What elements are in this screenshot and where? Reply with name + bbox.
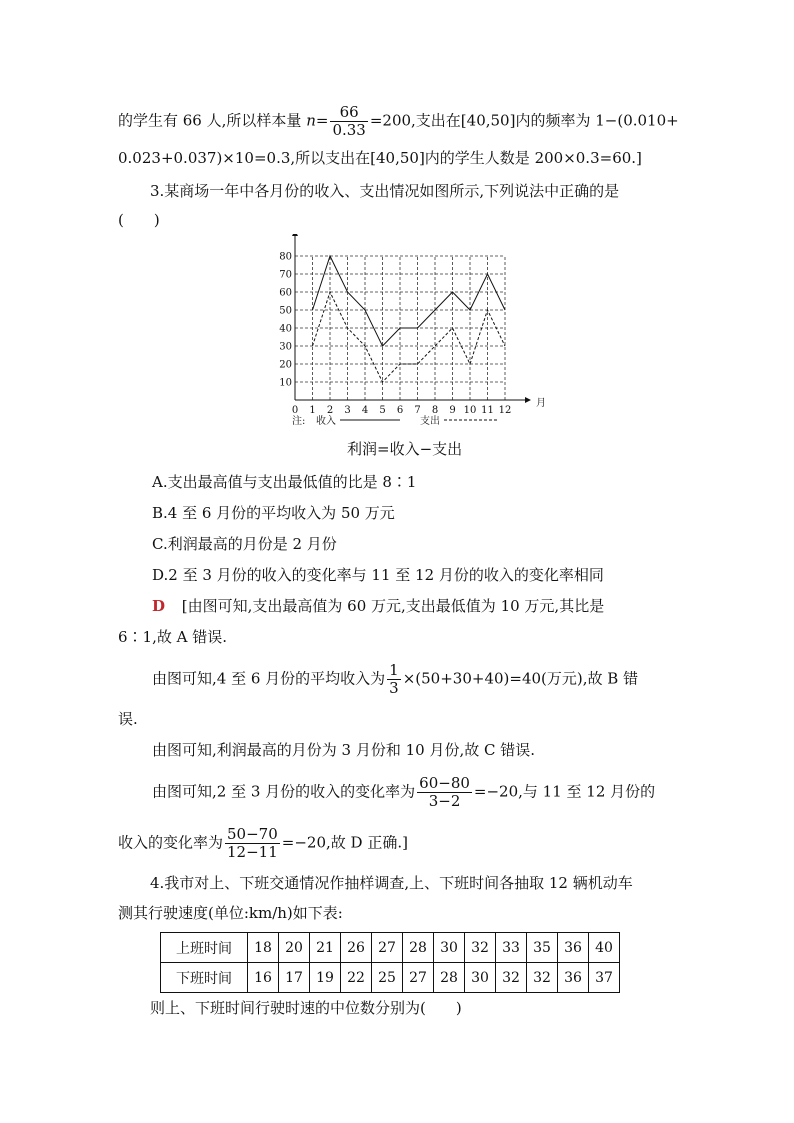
fraction: $\frac{1}{3}$ (389, 661, 399, 697)
variable-n: n (306, 111, 316, 130)
table-cell: 16 (248, 963, 279, 993)
option-a: A.支出最高值与支出最低值的比是 8∶1 (152, 473, 417, 491)
x-axis-label: 月 (536, 398, 546, 409)
x-tick-label: 6 (396, 405, 404, 416)
x-tick-label: 7 (414, 405, 421, 416)
table-cell: 36 (558, 963, 589, 993)
y-tick-label: 30 (279, 341, 292, 353)
y-tick-label: 80 (279, 251, 292, 263)
prev-line-2: 0.023+0.037)×10=0.3,所以支出在[40,50]内的学生人数是 200×0.3=60.] (118, 149, 642, 167)
solution-line-5: 由图可知,利润最高的月份为 3 月份和 10 月份,故 C 错误. (152, 741, 536, 759)
q3-answer-parens: ( ) (118, 211, 160, 229)
income-line (313, 256, 506, 346)
table-cell: 30 (465, 963, 496, 993)
x-tick-label: 12 (498, 405, 512, 416)
expense-line (313, 292, 506, 382)
x-tick-label: 9 (449, 405, 456, 416)
table-cell: 28 (403, 933, 434, 963)
table-cell: 17 (279, 963, 310, 993)
x-tick-label: 0 (291, 405, 299, 416)
x-tick-label: 1 (309, 405, 316, 416)
x-tick-label: 5 (379, 405, 386, 416)
answer-letter: D (152, 597, 166, 615)
table-cell: 33 (496, 933, 527, 963)
x-tick-label: 11 (481, 405, 494, 416)
y-tick-label: 10 (279, 377, 292, 389)
x-tick-label: 10 (463, 405, 477, 416)
fraction: $\frac{50-70}{12-11}$ (227, 825, 278, 861)
x-tick-label: 3 (344, 405, 351, 416)
x-axis-arrow (525, 397, 531, 403)
option-b: B.4 至 6 月份的平均收入为 50 万元 (152, 504, 395, 522)
prev-line-1: 的学生有 66 人,所以样本量 n= $\frac{66}{0.33}$ =200,支出在[40,50]内的频率为 1−(0.010+ (118, 103, 679, 139)
table-cell: 22 (341, 963, 372, 993)
y-tick-label: 60 (279, 287, 292, 299)
table-cell: 20 (279, 933, 310, 963)
solution-line-1: D [由图可知,支出最高值为 60 万元,支出最低值为 10 万元,其比是 (152, 597, 605, 615)
y-axis-arrow (292, 234, 298, 236)
table-cell: 26 (341, 933, 372, 963)
table-cell: 32 (465, 933, 496, 963)
table-cell: 19 (310, 963, 341, 993)
table-cell: 35 (527, 933, 558, 963)
y-tick-label: 40 (279, 323, 292, 335)
table-cell: 32 (496, 963, 527, 993)
chart-ticks (279, 252, 511, 417)
table-row (161, 933, 620, 963)
y-tick-label: 20 (279, 359, 292, 371)
q3-stem: 3.某商场一年中各月份的收入、支出情况如图所示,下列说法中正确的是 (150, 182, 620, 200)
chart-series (312, 256, 505, 382)
solution-line-7: 收入的变化率为 $\frac{50-70}{12-11}$ =−20,故 D 正确.] (118, 825, 408, 861)
q4-stem-line-1: 4.我市对上、下班交通情况作抽样调查,上、下班时间各抽取 12 辆机动车 (150, 874, 633, 892)
income-expense-chart (278, 234, 548, 430)
q4-question: 则上、下班时间行驶时速的中位数分别为( ) (150, 999, 462, 1017)
option-c: C.利润最高的月份是 2 月份 (152, 535, 337, 553)
table-cell: 21 (310, 933, 341, 963)
table-cell: 18 (248, 933, 279, 963)
table-cell: 25 (372, 963, 403, 993)
x-tick-label: 2 (326, 405, 334, 416)
table-cell: 28 (434, 963, 465, 993)
row-header: 下班时间 (161, 963, 248, 993)
x-tick-label: 8 (431, 405, 439, 416)
solution-line-3: 由图可知,4 至 6 月份的平均收入为 $\frac{1}{3}$ ×(50+30+40)=40(万元),故 B 错 (152, 661, 639, 697)
solution-line-2: 6∶1,故 A 错误. (118, 628, 227, 646)
table-cell: 36 (558, 933, 589, 963)
q4-stem-line-2: 测其行驶速度(单位:km/h)如下表: (118, 904, 343, 922)
legend-note: 注: (292, 416, 306, 427)
legend-expense-label: 支出 (420, 416, 440, 427)
table-cell: 32 (527, 963, 558, 993)
chart-caption: 利润=收入−支出 (347, 440, 463, 458)
row-header: 上班时间 (161, 933, 248, 963)
speed-table (160, 932, 620, 993)
x-tick-label: 4 (361, 405, 369, 416)
table-row (161, 963, 620, 993)
solution-line-4: 误. (118, 710, 138, 728)
solution-line-6: 由图可知,2 至 3 月份的收入的变化率为 $\frac{60-80}{3-2}$ =−20,与 11 至 12 月份的 (152, 774, 656, 810)
fraction: $\frac{60-80}{3-2}$ (419, 774, 470, 810)
table-cell: 27 (403, 963, 434, 993)
y-tick-label: 70 (279, 269, 292, 281)
table-cell: 30 (434, 933, 465, 963)
legend-income-label: 收入 (316, 416, 336, 427)
option-d: D.2 至 3 月份的收入的变化率与 11 至 12 月份的收入的变化率相同 (152, 566, 604, 584)
table-cell: 40 (589, 933, 620, 963)
y-tick-label: 50 (279, 305, 292, 317)
chart-axes (292, 234, 531, 403)
table-cell: 27 (372, 933, 403, 963)
table-cell: 37 (589, 963, 620, 993)
fraction: $\frac{66}{0.33}$ (332, 103, 366, 139)
